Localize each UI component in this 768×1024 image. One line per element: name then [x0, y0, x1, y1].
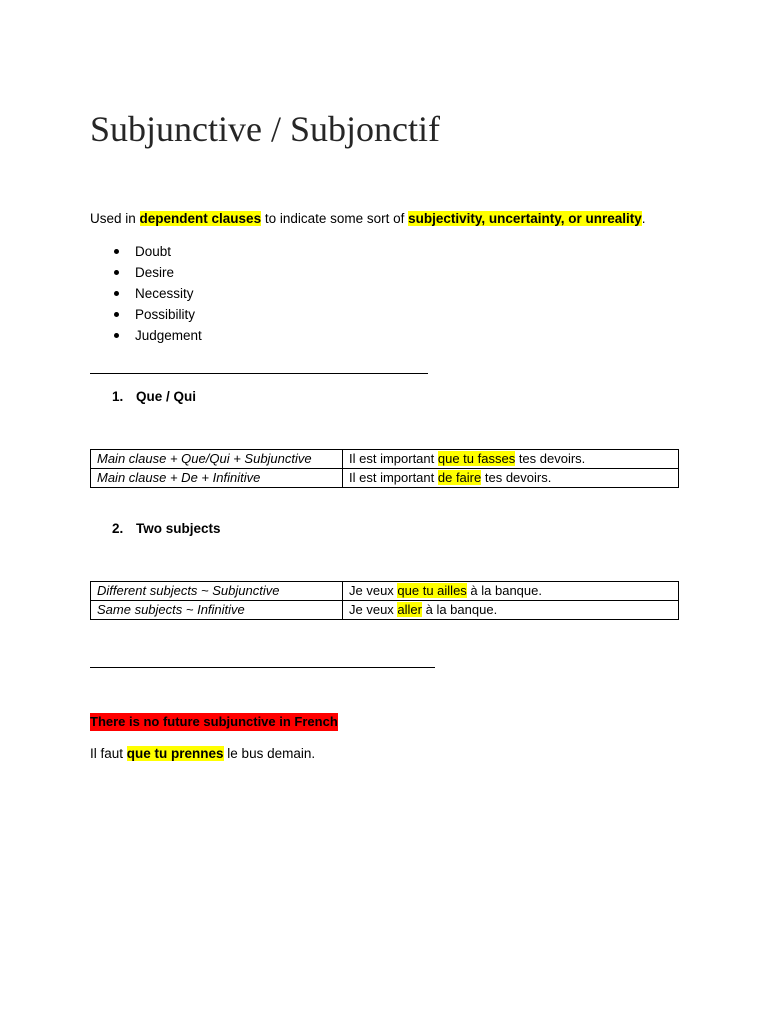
bullet-label: Doubt [135, 244, 172, 259]
table-row [91, 450, 679, 469]
rule-cell: Different subjects ~ Subjunctive [91, 582, 343, 601]
list-item [112, 262, 202, 283]
example-highlight: aller [397, 602, 422, 617]
two-subjects-table [90, 581, 679, 620]
intro-middle: to indicate some sort of [261, 211, 409, 226]
example-text: le bus demain. [223, 746, 316, 761]
example-cell [343, 601, 679, 620]
warning-note: There is no future subjunctive in French [90, 714, 338, 729]
example-cell [343, 582, 679, 601]
section-title: Two subjects [136, 521, 221, 536]
bullet-label: Necessity [135, 286, 194, 301]
section-heading-que-qui [112, 387, 196, 407]
table-row [91, 582, 679, 601]
example-highlight: que tu ailles [397, 583, 467, 598]
example-cell [343, 469, 679, 488]
section-number: 2. [112, 521, 124, 536]
rule-cell: Main clause + De + Infinitive [91, 469, 343, 488]
intro-highlight-dependent-clauses: dependent clauses [139, 211, 262, 226]
intro-prefix: Used in [90, 211, 140, 226]
bullet-label: Possibility [135, 307, 196, 322]
example-text: Il est important [349, 451, 438, 466]
example-text: à la banque. [466, 583, 542, 598]
rule-cell: Main clause + Que/Qui + Subjunctive [91, 450, 343, 469]
section-title: Que / Qui [136, 389, 197, 404]
example-text: à la banque. [422, 602, 498, 617]
section-heading-two-subjects [112, 519, 221, 539]
example-text: Je veux [349, 583, 398, 598]
example-text: tes devoirs. [515, 451, 586, 466]
example-text: tes devoirs. [481, 470, 552, 485]
rule-cell: Same subjects ~ Infinitive [91, 601, 343, 620]
usage-bullet-list [112, 241, 202, 346]
section-number: 1. [112, 389, 124, 404]
example-highlight: que tu prennes [126, 746, 224, 761]
list-item [112, 241, 202, 262]
example-highlight: que tu fasses [437, 451, 516, 466]
example-text: Il est important [349, 470, 438, 485]
example-cell [343, 450, 679, 469]
bullet-icon [114, 312, 119, 317]
example-text: Je veux [349, 602, 398, 617]
intro-suffix: . [641, 211, 646, 226]
example-text: Il faut [90, 746, 127, 761]
page-title: Subjunctive / Subjonctif [90, 109, 440, 149]
bullet-icon [114, 249, 119, 254]
divider-line [90, 373, 428, 374]
intro-highlight-subjectivity: subjectivity, uncertainty, or unreality [408, 211, 642, 226]
table-row [91, 469, 679, 488]
example-highlight: de faire [437, 470, 482, 485]
divider-line [90, 667, 435, 668]
intro-paragraph [90, 209, 645, 229]
table-row [91, 601, 679, 620]
list-item [112, 283, 202, 304]
example-sentence [90, 744, 315, 764]
list-item [112, 325, 202, 346]
list-item [112, 304, 202, 325]
bullet-icon [114, 270, 119, 275]
bullet-icon [114, 291, 119, 296]
que-qui-table [90, 449, 679, 488]
bullet-label: Judgement [135, 328, 202, 343]
bullet-label: Desire [135, 265, 175, 280]
bullet-icon [114, 333, 119, 338]
